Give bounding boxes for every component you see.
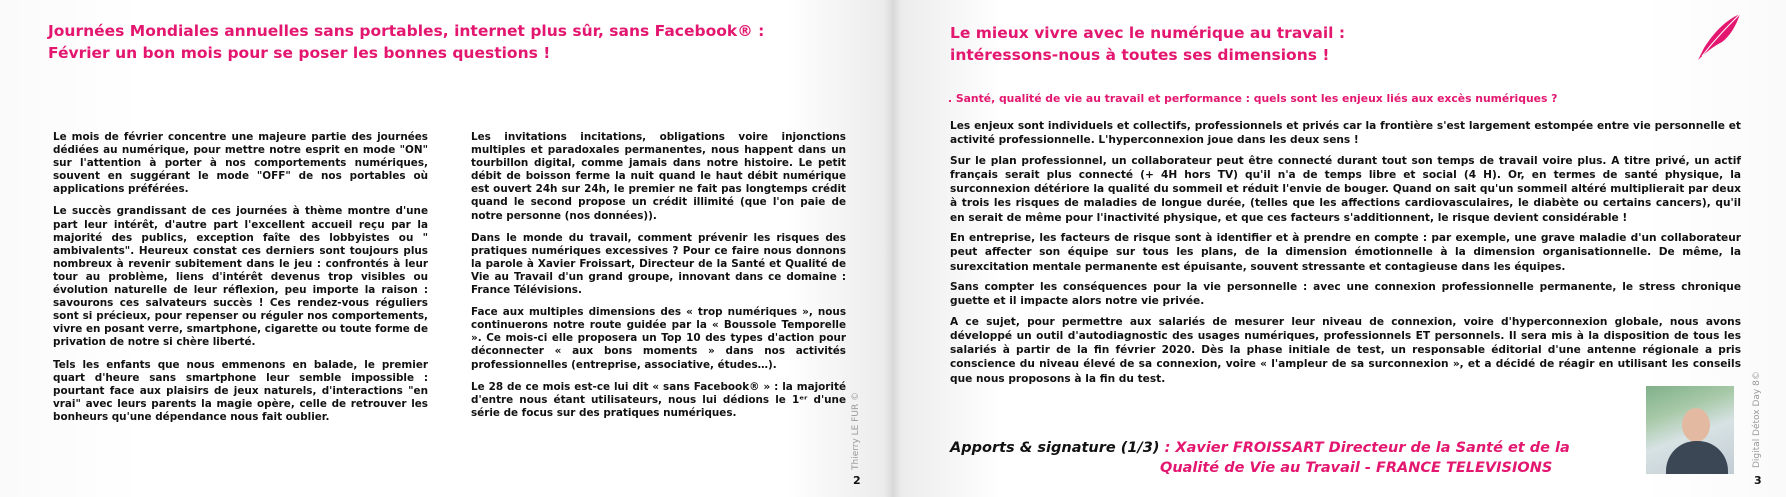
- left-vertical-credit: Thierry LE FUR ©: [851, 391, 861, 470]
- paragraph: Dans le monde du travail, comment prévenir les risques des pratiques numériques excessives ? Pour ce faire nous donnons la parole à Xavier Froissart, Directeur de la Santé et Qualité de Vie au Travail d'un grand groupe, innovant dans ce domaine : France Télévisions.: [471, 231, 846, 297]
- right-title-line-2: intéressons-nous à toutes ses dimensions !: [950, 46, 1330, 64]
- paragraph: Le mois de février concentre une majeure partie des journées dédiées au numérique, pour mettre notre esprit en mode "ON" sur l'attention à porter à nos comportements numériques, souvent en suggérant le mode "OFF" de nos portables où applications préférées.: [53, 131, 428, 196]
- left-column-2: [471, 131, 846, 429]
- paragraph: Les enjeux sont individuels et collectifs, professionnels et privés car la frontière s'est largement estompée entre vie personnelle et activité professionnelle. L'hyperconnexion joue dans les deux sens !: [950, 120, 1741, 147]
- signature-name-line-2: Qualité de Vie au Travail - FRANCE TELEVISIONS: [1160, 460, 1553, 476]
- right-page-number: 3: [1754, 474, 1762, 487]
- paragraph: Face aux multiples dimensions des « trop numériques », nous continuerons notre route guidée par la « Boussole Temporelle ». Ce mois-ci elle proposera un Top 10 des types d'action pour déconnecter « aux bons moments » dans nos activités professionnelles (entreprise, associative, études…).: [471, 306, 846, 371]
- paragraph: En entreprise, les facteurs de risque sont à identifier et à prendre en compte : par exemple, une grave maladie d'un collaborateur peut affecter son équipe sur tous les plans, de la dimension émotionnelle à la dimension organisationnelle. De même, la surexcitation mentale permanente est épuisante, souvent stressante et contagieuse dans les équipes.: [950, 232, 1741, 273]
- paragraph: Le 28 de ce mois est-ce lui dit « sans Facebook® » : la majorité d'entre nous étant utilisateurs, nous lui dédions le 1ᵉʳ d'une série de focus sur des pratiques numériques.: [471, 380, 846, 419]
- left-title-line-2: Février un bon mois pour se poser les bonnes questions !: [48, 44, 551, 62]
- paragraph: A ce sujet, pour permettre aux salariés de mesurer leur niveau de connexion, voire d'hyperconnexion globale, nous avons développé un outil d'autodiagnostic des usages numériques, professionnels ET personnels. Il sera mis à la disposition de tous les salariés à partir de la fin février 2020. Dès la phase initiale de test, un responsable éditorial d'une antenne régionale a pris conscience du niveau élevé de sa connexion, voire « l'ampleur de sa surconnexion », et a décidé de réagir en utilisant les conseils que nous proposons à la fin du test.: [950, 315, 1741, 385]
- signature-label: Apports & signature (1/3): [950, 440, 1165, 456]
- left-page-number: 2: [853, 474, 861, 487]
- right-subheading: . Santé, qualité de vie au travail et performance : quels sont les enjeux liés aux excès numériques ?: [948, 92, 1558, 105]
- left-title-line-1: Journées Mondiales annuelles sans portables, internet plus sûr, sans Facebook® :: [48, 22, 765, 40]
- portrait-body: [1666, 441, 1728, 474]
- paragraph: Tels les enfants que nous emmenons en balade, le premier quart d'heure sans smartphone leur semble impossible : pourtant face aux plaisirs de jeux naturels, d'interactions "en vrai" avec leurs parents la magie opère, celle de retrouver les bonheurs qu'une dépendance nous fait oublier.: [53, 358, 428, 423]
- paragraph: Le succès grandissant de ces journées à thème montre d'une part leur intérêt, d'autre part l'excellent accueil reçu par la majorité des publics, exception faîte des lobbyistes ou " ambivalents". Heureux constat ces derniers sont toujours plus nombreux à revenir subitement dans le jeu : confrontés à leur tour au problème, liens d'intérêt devenus trop visibles ou évolution naturelle de leur réflexion, peu importe la raison : savourons ces salvateurs succès ! Ces rendez-vous réguliers sont si précieux, pour repenser ou réguler nos comportements, vivre en posant verre, smartphone, cigarette ou toute forme de privation de notre si chère liberté.: [53, 205, 428, 349]
- right-vertical-credit: Digital Détox Day 8©: [1752, 371, 1762, 468]
- paragraph: Sur le plan professionnel, un collaborateur peut être connecté durant tout son temps de travail voire plus. A titre privé, un actif français serait plus connecté (+ 4H hors TV) qu'il n'a de temps libre et social (4 H). Or, en termes de santé physique, la surconnexion détériore la qualité du sommeil et réduit l'envie de bouger. Quand on sait qu'un sommeil altéré multiplierait par deux à trois les risques de maladies de longue durée, (telles que les affections cardiovasculaires, le diabète ou certains cancers), qu'il en serait de même pour l'inactivité physique, et que ces facteurs s'additionnent, le risque devient considérable !: [950, 154, 1741, 224]
- left-page-title: [48, 20, 764, 64]
- right-title-line-1: Le mieux vivre avec le numérique au travail :: [950, 24, 1346, 42]
- right-column: [950, 119, 1741, 392]
- signature-block: [950, 438, 1570, 478]
- signature-name-line-1: : Xavier FROISSART Directeur de la Santé et de la: [1164, 440, 1570, 456]
- left-column-1: [53, 131, 428, 433]
- portrait-photo: [1646, 386, 1734, 474]
- right-page-title: [950, 22, 1345, 66]
- portrait-head: [1682, 408, 1710, 442]
- paragraph: Sans compter les conséquences pour la vie personnelle : avec une connexion professionnelle permanente, le stress chronique guette et il impacte alors notre vie privée.: [950, 280, 1741, 308]
- feather-logo-icon: [1696, 12, 1742, 62]
- paragraph: Les invitations incitations, obligations voire injonctions multiples et paradoxales permanentes, nous happent dans un tourbillon digital, comme jamais dans notre histoire. Le petit débit de boisson ferme la nuit quand le haut débit numérique est ouvert 24h sur 24h, le premier ne fait pas longtemps crédit quand le second propose un crédit illimité (que l'on paie de notre personne (nos données)).: [471, 131, 846, 222]
